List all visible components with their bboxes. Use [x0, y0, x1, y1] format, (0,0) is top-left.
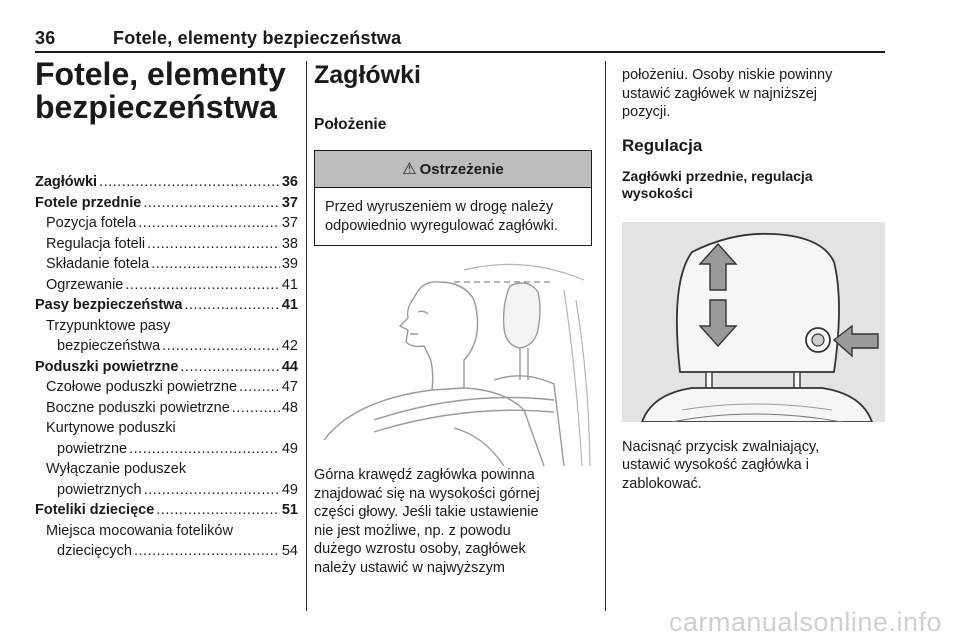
toc-leader-dots — [147, 236, 280, 252]
adjustment-column — [622, 66, 885, 493]
header-rule — [35, 51, 885, 53]
warning-header — [315, 151, 591, 188]
toc-leader-dots — [143, 195, 280, 211]
toc-entry-title: Trzypunktowe pasy — [46, 317, 171, 334]
column-divider-1 — [306, 61, 307, 611]
toc-entry-title: Kurtynowe poduszki — [46, 420, 176, 436]
table-of-contents — [35, 174, 298, 564]
para-line: nie jest możliwe, np. z powodu — [314, 522, 511, 539]
toc-entry-title: Fotele przednie — [35, 194, 142, 211]
toc-entry[interactable] — [35, 338, 298, 359]
toc-entry[interactable] — [35, 400, 298, 421]
para-line: części głowy. Jeśli takie ustawienie — [314, 504, 539, 520]
toc-entry[interactable] — [35, 543, 298, 564]
para-line: dużego wzrostu osoby, zagłówek — [314, 541, 526, 557]
toc-leader-dots — [162, 338, 280, 354]
toc-leader-dots — [185, 297, 280, 313]
toc-entry-title: dziecięcych — [57, 543, 132, 559]
toc-entry[interactable] — [35, 461, 298, 482]
toc-entry-title: Miejsca mocowania fotelików — [46, 522, 233, 539]
subsection-heading: Położenie — [314, 116, 387, 133]
toc-entry[interactable] — [35, 256, 298, 277]
toc-entry-title: Regulacja foteli — [46, 235, 146, 252]
para-line: należy ustawić w najwyższym — [314, 559, 505, 576]
toc-leader-dots — [180, 359, 279, 375]
chapter-title-line-1: Fotele, elementy — [35, 56, 286, 92]
toc-entry-title: Boczne poduszki powietrzne — [46, 399, 230, 416]
toc-entry[interactable] — [35, 195, 298, 216]
toc-entry[interactable] — [35, 420, 298, 441]
toc-entry-page: 41 — [281, 276, 298, 293]
column-divider-2 — [605, 61, 606, 611]
toc-entry-page: 47 — [281, 379, 298, 395]
toc-entry-title: Ogrzewanie — [46, 276, 124, 293]
para-line: Nacisnąć przycisk zwalniający, — [622, 438, 820, 455]
warning-triangle-icon: ⚠ — [402, 161, 417, 178]
toc-leader-dots — [144, 482, 280, 498]
subheading-line: Zagłówki przednie, regulacja — [622, 167, 813, 184]
toc-entry-title: Pasy bezpieczeństwa — [35, 297, 183, 313]
headrests-column — [314, 60, 592, 577]
toc-column — [35, 58, 298, 564]
toc-entry[interactable] — [35, 482, 298, 503]
subheading-line: wysokości — [622, 184, 693, 201]
toc-entry-title: bezpieczeństwa — [57, 338, 161, 354]
chapter-title-line-2: bezpieczeństwa — [35, 89, 277, 125]
adjustment-subheading — [622, 168, 885, 202]
toc-entry-title: Składanie fotela — [46, 256, 150, 272]
toc-entry-page: 44 — [281, 358, 298, 375]
toc-entry-title: Foteliki dziecięce — [35, 502, 155, 518]
toc-entry[interactable] — [35, 523, 298, 544]
toc-entry-title: Poduszki powietrzne — [35, 358, 179, 375]
continued-paragraph — [622, 66, 885, 122]
toc-entry-page: 37 — [281, 215, 298, 231]
toc-entry[interactable] — [35, 297, 298, 318]
watermark: carmanualsonline.info — [668, 607, 942, 637]
toc-leader-dots — [125, 277, 279, 293]
toc-entry-page: 49 — [281, 440, 298, 457]
toc-leader-dots — [99, 174, 280, 190]
toc-entry-title: Pozycja fotela — [46, 215, 137, 231]
toc-entry[interactable] — [35, 502, 298, 523]
toc-entry-page: 49 — [281, 481, 298, 498]
toc-entry[interactable] — [35, 236, 298, 257]
toc-entry[interactable] — [35, 318, 298, 339]
toc-entry-title: Zagłówki — [35, 174, 98, 190]
toc-leader-dots — [134, 543, 280, 559]
para-line: Górna krawędź zagłówka powinna — [314, 467, 535, 483]
toc-entry-page: 54 — [281, 543, 298, 559]
running-title: Fotele, elementy bezpieczeństwa — [113, 28, 402, 48]
toc-entry[interactable] — [35, 277, 298, 298]
section-heading: Zagłówki — [314, 61, 421, 89]
toc-entry-page: 38 — [281, 235, 298, 252]
para-line: pozycji. — [622, 104, 671, 120]
para-line: ustawić zagłówek w najniższej — [622, 85, 818, 102]
toc-entry-title: powietrzne — [57, 440, 128, 457]
warning-text: Przed wyruszeniem w drogę należy odpowiednio wyregulować zagłówki. — [325, 199, 558, 234]
position-paragraph — [314, 466, 592, 577]
chapter-title — [35, 58, 298, 124]
para-line: zablokować. — [622, 475, 702, 492]
toc-entry[interactable] — [35, 379, 298, 400]
toc-entry[interactable] — [35, 359, 298, 380]
headrest-adjustment-illustration — [622, 222, 885, 422]
adjustment-heading: Regulacja — [622, 135, 703, 155]
page-number: 36 — [35, 28, 56, 48]
toc-entry[interactable] — [35, 441, 298, 462]
toc-entry-page: 41 — [281, 297, 298, 313]
toc-entry[interactable] — [35, 215, 298, 236]
toc-entry[interactable] — [35, 174, 298, 195]
toc-entry-page: 48 — [281, 399, 298, 416]
toc-entry-page: 36 — [281, 174, 298, 190]
para-line: znajdować się na wysokości górnej — [314, 485, 540, 502]
toc-leader-dots — [138, 215, 280, 231]
toc-leader-dots — [129, 441, 280, 457]
warning-title: Ostrzeżenie — [419, 160, 504, 178]
toc-entry-page: 39 — [281, 256, 298, 272]
adjustment-paragraph — [622, 438, 885, 494]
toc-entry-title: Wyłączanie poduszek — [46, 461, 187, 477]
toc-entry-title: powietrznych — [57, 481, 142, 498]
headrest-position-illustration — [314, 260, 592, 466]
toc-entry-title: Czołowe poduszki powietrzne — [46, 379, 238, 395]
para-line: ustawić wysokość zagłówka i — [622, 457, 809, 473]
warning-box — [314, 150, 592, 246]
toc-leader-dots — [151, 256, 280, 272]
toc-entry-page: 37 — [281, 194, 298, 211]
para-line: położeniu. Osoby niskie powinny — [622, 67, 833, 83]
toc-entry-page: 42 — [281, 338, 298, 354]
toc-leader-dots — [232, 400, 280, 416]
toc-leader-dots — [156, 502, 280, 518]
toc-entry-page: 51 — [281, 502, 298, 518]
toc-leader-dots — [239, 379, 280, 395]
